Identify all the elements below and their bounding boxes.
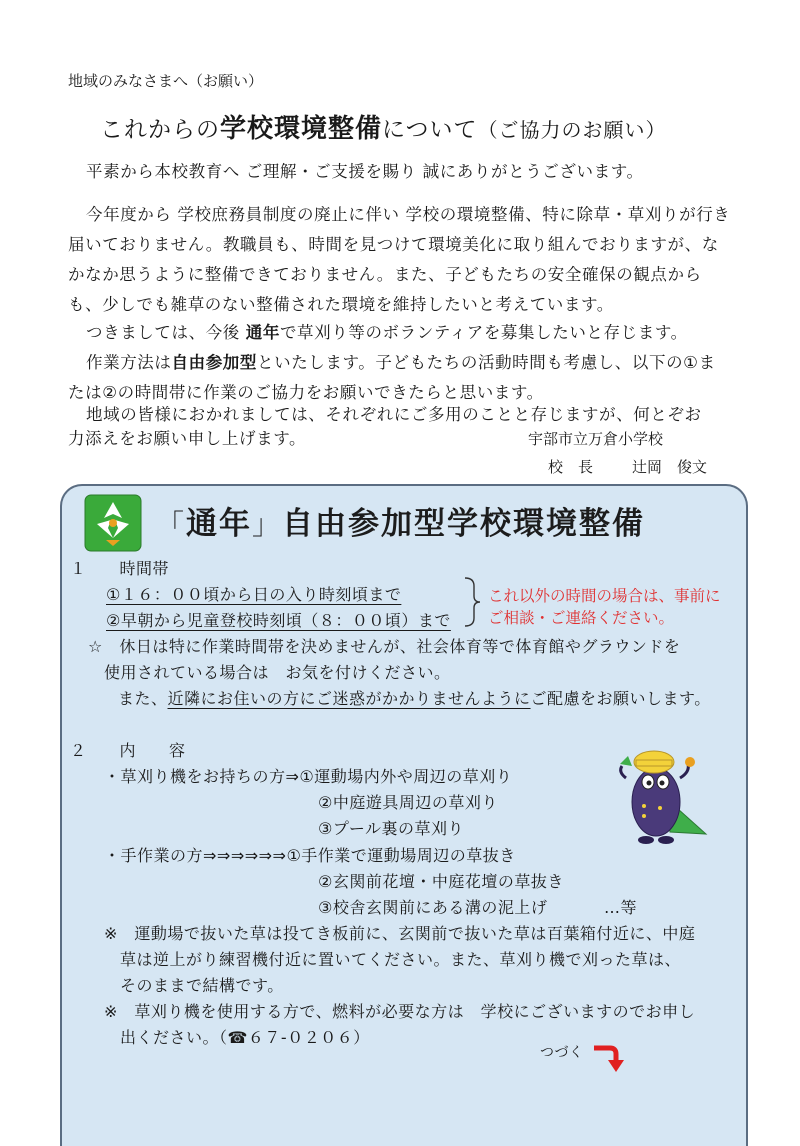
hand-task-3: ③校舎玄関前にある溝の泥上げ xyxy=(318,898,548,917)
hand-task-1: ・手作業の方⇒⇒⇒⇒⇒⇒①手作業で運動場周辺の草抜き xyxy=(104,846,516,865)
paragraph-3 xyxy=(68,348,732,408)
para2-post: で草刈り等のボランティアを募集したいと存じます。 xyxy=(279,323,688,342)
continue-label: つづく xyxy=(540,1045,584,1061)
holiday-note-line1: ☆ 休日は特に作業時間帯を決めませんが、社会体育等で体育館やグラウンドを xyxy=(88,637,681,656)
school-name: 宇部市立万倉小学校 xyxy=(528,430,664,448)
hand-task-etc: …等 xyxy=(604,898,638,917)
mower-task-2: ②中庭遊具周辺の草刈り xyxy=(318,793,498,812)
para2-pre: つきましては、今後 xyxy=(86,323,246,342)
principal-role: 校 長 xyxy=(548,458,594,476)
time-slot-2: ②早朝から児童登校時刻頃（８：００頃）まで xyxy=(106,611,451,630)
para3-bold: 自由参加型 xyxy=(171,353,257,372)
school-logo-icon xyxy=(84,494,142,552)
panel-title xyxy=(156,498,645,543)
mascot-character-icon xyxy=(610,742,710,852)
section-1-heading: １ 時間帯 xyxy=(70,559,170,578)
continue-arrow-icon xyxy=(592,1040,626,1078)
time-slot-1: ①１６：００頃から日の入り時刻頃まで xyxy=(106,585,402,604)
paragraph-1: 今年度から 学校庶務員制度の廃止に伴い 学校の環境整備、特に除草・草刈りが行き届いておりません。教職員も、時間を見つけて環境美化に取り組んでおりますが、なかなか思うように整備できておりません。また、子どもたちの安全確保の観点からも、少しでも雑草のない整備された環境を維持したいと考えています。 xyxy=(68,205,731,314)
note-2-line1: ※ 草刈り機を使用する方で、燃料が必要な方は 学校にございますのでお申し xyxy=(104,1002,696,1021)
page-title xyxy=(100,108,667,145)
note-2-line2: 出ください。（☎６７-０２０６） xyxy=(120,1028,370,1047)
title-quote-close: 」 xyxy=(252,508,283,541)
addressee: 地域のみなさまへ（お願い） xyxy=(68,72,264,90)
para3-post: といたします。子どもたちの活動時間も考慮し、以下の①または②の時間帯に作業のご協力をお願いできたらと思います。 xyxy=(68,353,716,402)
mower-task-1: ・草刈り機をお持ちの方⇒①運動場内外や周辺の草刈り xyxy=(104,767,513,786)
note-1-line1: ※ 運動場で抜いた草は投てき板前に、玄関前で抜いた草は百葉箱付近に、中庭 xyxy=(104,924,696,943)
red-note-line1: これ以外の時間の場合は、事前に xyxy=(488,587,721,605)
paragraph-4-line2: 力添えをお願い申し上げます。 xyxy=(68,429,307,448)
paragraph-2 xyxy=(68,318,732,348)
title-quote-open: 「 xyxy=(156,508,187,541)
mower-task-3: ③プール裏の草刈り xyxy=(318,819,465,838)
principal-name: 辻岡 俊文 xyxy=(632,458,708,476)
title-bold: 学校環境整備 xyxy=(220,114,383,144)
holiday-note-line2: 使用されている場合は お気を付けください。 xyxy=(104,663,451,682)
note-1-line3: そのままで結構です。 xyxy=(120,976,284,995)
holiday-note-line3 xyxy=(118,686,711,709)
title-tsuunen: 通年 xyxy=(186,506,253,542)
holiday3-underlined: 近隣にお住いの方にご迷惑がかかりませんように xyxy=(167,689,531,708)
note-1-line2: 草は逆上がり練習機付近に置いてください。また、草刈り機で刈った草は、 xyxy=(120,950,682,969)
greeting: 平素から本校教育へ ご理解・ご支援を賜り 誠にありがとうございます。 xyxy=(86,162,644,181)
title-rest: 自由参加型学校環境整備 xyxy=(282,506,646,542)
holiday3-post: ご配慮をお願いします。 xyxy=(530,689,711,708)
red-note-line2: ご相談・ご連絡ください。 xyxy=(488,609,675,627)
title-paren: （ご協力のお願い） xyxy=(477,118,667,142)
title-pre: これからの xyxy=(100,117,220,143)
title-mid: について xyxy=(382,117,478,143)
para3-pre: 作業方法は xyxy=(86,353,172,372)
hand-task-2: ②玄関前花壇・中庭花壇の草抜き xyxy=(318,872,564,891)
holiday3-pre: また、 xyxy=(118,689,168,708)
paragraph-4-line1: 地域の皆様におかれましては、それぞれにご多用のことと存じますが、何とぞお xyxy=(86,405,702,424)
para2-bold: 通年 xyxy=(245,323,280,342)
brace-icon xyxy=(462,576,482,632)
section-2-heading: ２ 内 容 xyxy=(70,741,186,760)
